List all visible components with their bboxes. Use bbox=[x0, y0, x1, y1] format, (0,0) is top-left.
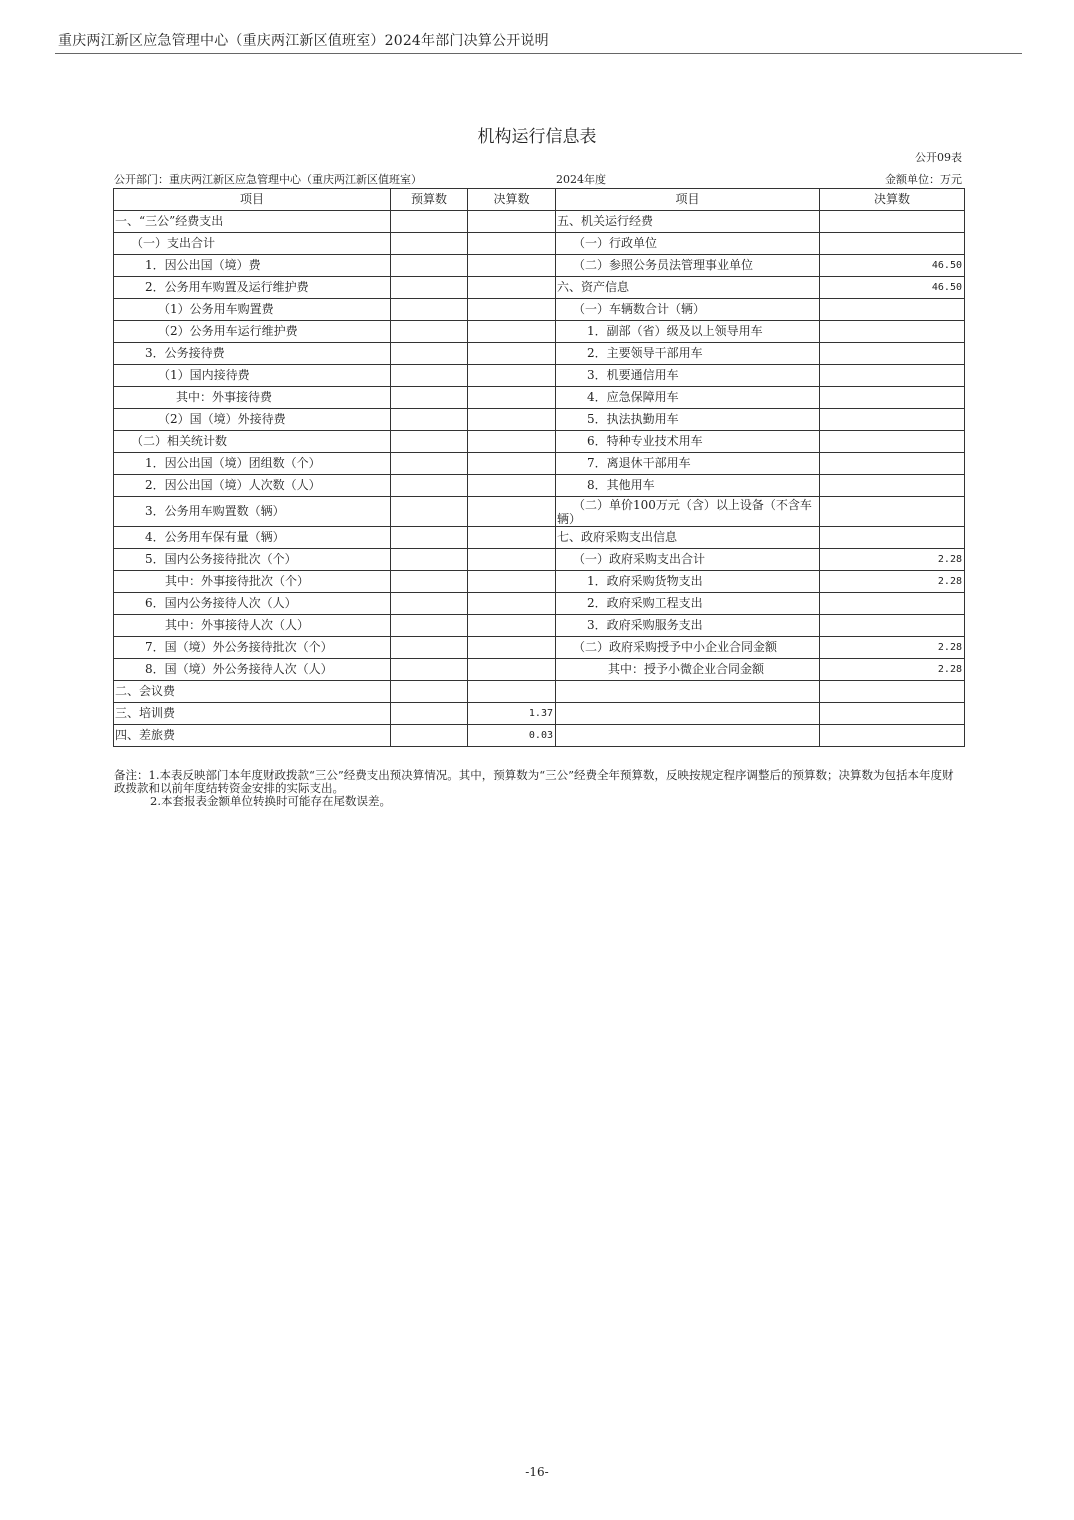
row-final-right: 2.28 bbox=[820, 659, 965, 681]
row-final bbox=[468, 615, 556, 637]
row-final bbox=[468, 343, 556, 365]
row-item: 7．国（境）外公务接待批次（个） bbox=[114, 637, 391, 659]
row-budget bbox=[391, 703, 468, 725]
row-budget bbox=[391, 659, 468, 681]
note-2: 2.本套报表金额单位转换时可能存在尾数误差。 bbox=[150, 794, 391, 808]
row-final-right bbox=[820, 703, 965, 725]
document-header-title: 重庆两江新区应急管理中心（重庆两江新区值班室）2024年部门决算公开说明 bbox=[58, 33, 549, 49]
page-number: -16- bbox=[525, 1465, 549, 1479]
row-item: 四、差旅费 bbox=[114, 725, 391, 747]
department-label: 公开部门：重庆两江新区应急管理中心（重庆两江新区值班室） bbox=[114, 173, 422, 186]
row-item-right: 6．特种专业技术用车 bbox=[556, 431, 820, 453]
table-notes bbox=[114, 769, 964, 808]
row-budget bbox=[391, 299, 468, 321]
table-row bbox=[114, 725, 965, 747]
row-budget bbox=[391, 431, 468, 453]
row-final-right bbox=[820, 475, 965, 497]
row-final bbox=[468, 233, 556, 255]
row-budget bbox=[391, 233, 468, 255]
row-final-right bbox=[820, 387, 965, 409]
row-item: （一）支出合计 bbox=[114, 233, 391, 255]
operating-info-table bbox=[113, 188, 965, 747]
table-row bbox=[114, 637, 965, 659]
row-final bbox=[468, 527, 556, 549]
row-item-right: 5．执法执勤用车 bbox=[556, 409, 820, 431]
row-budget bbox=[391, 549, 468, 571]
table-row bbox=[114, 453, 965, 475]
row-final-right bbox=[820, 497, 965, 527]
table-row bbox=[114, 211, 965, 233]
row-budget bbox=[391, 453, 468, 475]
row-item: 二、会议费 bbox=[114, 681, 391, 703]
row-item-right: （一）政府采购支出合计 bbox=[556, 549, 820, 571]
row-item-right: 1．政府采购货物支出 bbox=[556, 571, 820, 593]
row-budget bbox=[391, 497, 468, 527]
row-item-right bbox=[556, 681, 820, 703]
row-budget bbox=[391, 365, 468, 387]
row-final bbox=[468, 549, 556, 571]
row-final-right bbox=[820, 725, 965, 747]
row-final-right bbox=[820, 365, 965, 387]
row-final-right bbox=[820, 211, 965, 233]
row-budget bbox=[391, 277, 468, 299]
row-final bbox=[468, 681, 556, 703]
row-item: 6．国内公务接待人次（人） bbox=[114, 593, 391, 615]
form-code: 公开09表 bbox=[915, 151, 962, 164]
table-row bbox=[114, 343, 965, 365]
row-budget bbox=[391, 637, 468, 659]
year-label: 2024年度 bbox=[556, 173, 606, 186]
row-budget bbox=[391, 409, 468, 431]
row-item: 其中：外事接待人次（人） bbox=[114, 615, 391, 637]
column-header-budget: 预算数 bbox=[391, 189, 468, 211]
row-budget bbox=[391, 615, 468, 637]
row-item: 4．公务用车保有量（辆） bbox=[114, 527, 391, 549]
table-row bbox=[114, 475, 965, 497]
row-item: 1．因公出国（境）费 bbox=[114, 255, 391, 277]
row-final bbox=[468, 365, 556, 387]
row-budget bbox=[391, 593, 468, 615]
table-row bbox=[114, 527, 965, 549]
row-item: 3．公务接待费 bbox=[114, 343, 391, 365]
unit-label: 金额单位：万元 bbox=[885, 173, 962, 186]
row-budget bbox=[391, 321, 468, 343]
table-row bbox=[114, 549, 965, 571]
row-item: （1）公务用车购置费 bbox=[114, 299, 391, 321]
row-item-right bbox=[556, 703, 820, 725]
row-budget bbox=[391, 681, 468, 703]
row-final: 1.37 bbox=[468, 703, 556, 725]
table-row bbox=[114, 659, 965, 681]
note-1: 备注：1.本表反映部门本年度财政拨款“三公”经费支出预决算情况。其中，预算数为“三公”经费全年预算数，反映按规定程序调整后的预算数；决算数为包括本年度财政拨款和以前年度结转资金安排的实际支出。 bbox=[114, 768, 954, 795]
row-final-right bbox=[820, 615, 965, 637]
row-final-right: 46.50 bbox=[820, 255, 965, 277]
row-budget bbox=[391, 725, 468, 747]
table-header-row bbox=[114, 189, 965, 211]
row-final-right bbox=[820, 453, 965, 475]
row-item-right: 其中：授予小微企业合同金额 bbox=[556, 659, 820, 681]
row-item: 三、培训费 bbox=[114, 703, 391, 725]
row-final-right: 46.50 bbox=[820, 277, 965, 299]
row-final bbox=[468, 299, 556, 321]
row-item-right: （一）行政单位 bbox=[556, 233, 820, 255]
table-row bbox=[114, 593, 965, 615]
row-budget bbox=[391, 255, 468, 277]
table-title: 机构运行信息表 bbox=[477, 127, 597, 147]
row-final-right bbox=[820, 343, 965, 365]
column-header-final-right: 决算数 bbox=[820, 189, 965, 211]
row-final bbox=[468, 255, 556, 277]
row-item: （1）国内接待费 bbox=[114, 365, 391, 387]
row-item-right: 2．政府采购工程支出 bbox=[556, 593, 820, 615]
row-item: 2．公务用车购置及运行维护费 bbox=[114, 277, 391, 299]
row-final bbox=[468, 453, 556, 475]
row-final-right: 2.28 bbox=[820, 637, 965, 659]
table-row bbox=[114, 365, 965, 387]
row-final: 0.03 bbox=[468, 725, 556, 747]
row-final-right bbox=[820, 593, 965, 615]
table-row bbox=[114, 497, 965, 527]
table-row bbox=[114, 255, 965, 277]
row-final bbox=[468, 409, 556, 431]
row-item-right: 五、机关运行经费 bbox=[556, 211, 820, 233]
row-item-right: 六、资产信息 bbox=[556, 277, 820, 299]
row-final-right bbox=[820, 409, 965, 431]
row-final-right bbox=[820, 233, 965, 255]
row-final bbox=[468, 659, 556, 681]
table-row bbox=[114, 431, 965, 453]
row-item-right: （二）政府采购授予中小企业合同金额 bbox=[556, 637, 820, 659]
row-item: （2）公务用车运行维护费 bbox=[114, 321, 391, 343]
row-budget bbox=[391, 571, 468, 593]
row-final-right bbox=[820, 321, 965, 343]
table-row bbox=[114, 681, 965, 703]
row-budget bbox=[391, 527, 468, 549]
row-item-right: （一）车辆数合计（辆） bbox=[556, 299, 820, 321]
table-row bbox=[114, 571, 965, 593]
row-final bbox=[468, 211, 556, 233]
row-item: 1．因公出国（境）团组数（个） bbox=[114, 453, 391, 475]
row-final bbox=[468, 637, 556, 659]
row-item: 2．因公出国（境）人次数（人） bbox=[114, 475, 391, 497]
row-item-right: 1．副部（省）级及以上领导用车 bbox=[556, 321, 820, 343]
row-item: 3．公务用车购置数（辆） bbox=[114, 497, 391, 527]
table-row bbox=[114, 387, 965, 409]
row-final-right bbox=[820, 299, 965, 321]
row-item-right: 7．离退休干部用车 bbox=[556, 453, 820, 475]
row-final bbox=[468, 593, 556, 615]
row-item-right: （二）单价100万元（含）以上设备（不含车辆） bbox=[556, 497, 820, 527]
row-item-right bbox=[556, 725, 820, 747]
row-item: 其中：外事接待费 bbox=[114, 387, 391, 409]
row-final bbox=[468, 321, 556, 343]
row-item: 其中：外事接待批次（个） bbox=[114, 571, 391, 593]
row-final-right bbox=[820, 431, 965, 453]
table-row bbox=[114, 233, 965, 255]
row-final-right: 2.28 bbox=[820, 571, 965, 593]
table-row bbox=[114, 277, 965, 299]
row-item-right: （二）参照公务员法管理事业单位 bbox=[556, 255, 820, 277]
row-final bbox=[468, 277, 556, 299]
row-final bbox=[468, 497, 556, 527]
table-row bbox=[114, 321, 965, 343]
column-header-item: 项目 bbox=[114, 189, 391, 211]
table-row bbox=[114, 409, 965, 431]
row-item: （二）相关统计数 bbox=[114, 431, 391, 453]
table-row bbox=[114, 703, 965, 725]
row-item: 5．国内公务接待批次（个） bbox=[114, 549, 391, 571]
row-item: 一、“三公”经费支出 bbox=[114, 211, 391, 233]
row-item-right: 3．机要通信用车 bbox=[556, 365, 820, 387]
row-budget bbox=[391, 343, 468, 365]
row-item-right: 8．其他用车 bbox=[556, 475, 820, 497]
header-divider bbox=[55, 53, 1022, 54]
row-final-right bbox=[820, 681, 965, 703]
row-budget bbox=[391, 211, 468, 233]
row-item: （2）国（境）外接待费 bbox=[114, 409, 391, 431]
row-final bbox=[468, 475, 556, 497]
row-item: 8．国（境）外公务接待人次（人） bbox=[114, 659, 391, 681]
row-item-right: 七、政府采购支出信息 bbox=[556, 527, 820, 549]
row-item-right: 3．政府采购服务支出 bbox=[556, 615, 820, 637]
row-item-right: 4．应急保障用车 bbox=[556, 387, 820, 409]
row-budget bbox=[391, 387, 468, 409]
column-header-item-right: 项目 bbox=[556, 189, 820, 211]
row-final-right: 2.28 bbox=[820, 549, 965, 571]
column-header-final: 决算数 bbox=[468, 189, 556, 211]
row-final-right bbox=[820, 527, 965, 549]
row-final bbox=[468, 387, 556, 409]
table-row bbox=[114, 615, 965, 637]
row-budget bbox=[391, 475, 468, 497]
table-meta-row bbox=[114, 171, 962, 187]
table-row bbox=[114, 299, 965, 321]
row-final bbox=[468, 571, 556, 593]
row-final bbox=[468, 431, 556, 453]
row-item-right: 2．主要领导干部用车 bbox=[556, 343, 820, 365]
